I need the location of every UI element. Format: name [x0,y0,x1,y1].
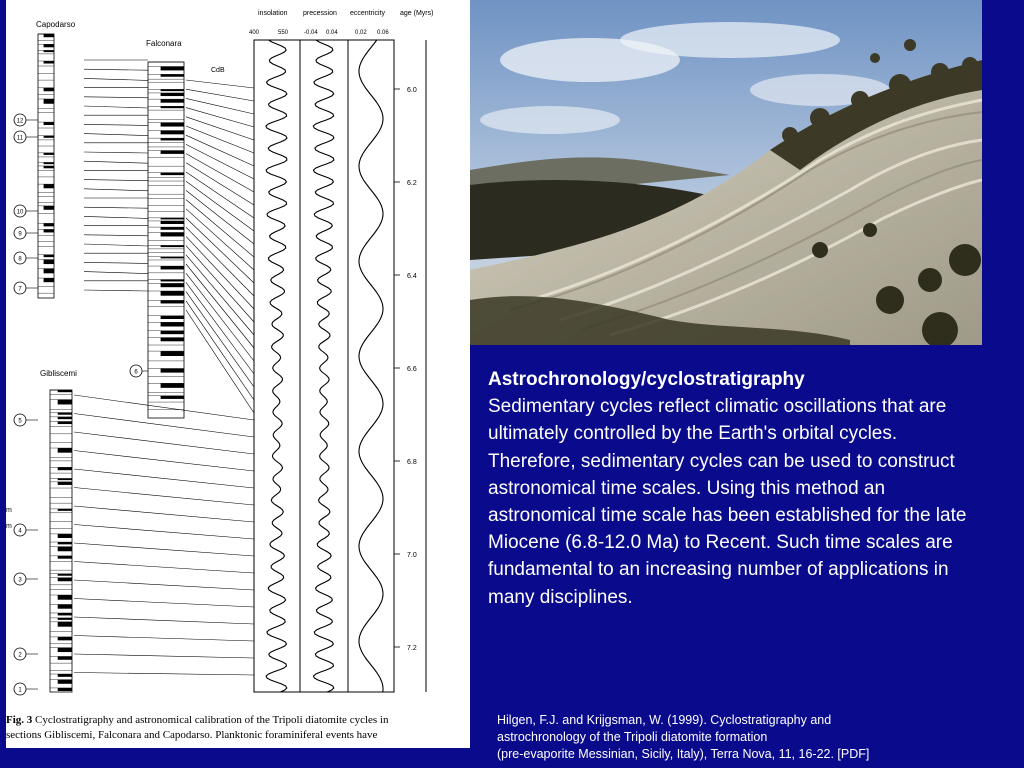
age-tick-label: 6.2 [407,180,417,187]
gibliscemi-bed [58,417,72,419]
scale-insolation-max: 550 [278,30,289,36]
correlation-line [186,89,254,101]
caption-line-2: sections Gibliscemi, Falconara and Capodarso. Planktonic foraminiferal events have [6,729,378,741]
capodarso-bed [44,162,54,164]
event-marker-label: 12 [16,118,24,125]
scale-ecc-max: 0.06 [377,30,389,36]
correlation-line [74,432,254,454]
gibliscemi-bed [58,413,72,415]
correlation-line [186,255,254,335]
correlation-line [186,310,254,413]
capodarso-bed [44,34,54,37]
correlation-line [74,488,254,506]
falconara-bed [161,93,184,96]
orbital-curves [266,40,383,692]
falconara-bed [161,266,184,269]
falconara-bed [161,396,184,399]
gibliscemi-bed [58,604,72,608]
event-marker-label: 8 [18,256,22,263]
correlation-line [74,636,254,642]
age-tick-label: 6.8 [407,459,417,466]
figure-drawing [6,0,470,748]
gibliscemi-bed [58,674,72,677]
header-age: age (Myrs) [400,10,434,17]
header-insolation: insolation [258,10,288,17]
correlation-line [74,599,254,608]
event-marker-label: 6 [134,369,138,376]
falconara-bed [161,383,184,388]
age-tick-label: 7.2 [407,645,417,652]
gibliscemi-bed [58,542,72,544]
capodarso-bed [44,88,54,91]
eccentricity-curve [359,40,383,692]
falconara-bed [161,351,184,356]
gibliscemi-bed [58,680,72,684]
scale-precession-max: 0.04 [326,30,338,36]
falconara-bed [161,232,184,236]
gibliscemi-bed [58,448,72,453]
correlation-line [74,506,254,522]
capodarso-bed [44,260,54,265]
event-marker-label: 11 [16,135,24,142]
correlation-line [186,301,254,400]
falconara-bed [161,300,184,303]
header-eccentricity: eccentricity [350,10,386,17]
falconara-bed [161,291,184,296]
insolation-curve [266,40,287,692]
falconara-bed [161,218,184,220]
event-marker-label: 2 [18,652,22,659]
falconara-bed [161,331,184,334]
correlation-line [84,134,148,136]
falconara-bed [161,227,184,230]
correlation-line [186,236,254,309]
correlation-line [186,246,254,322]
capodarso-bed [44,44,54,47]
scale-precession-min: -0.04 [304,30,318,36]
gibliscemi-bed [58,556,72,559]
falconara-bed [161,123,184,127]
capodarso-bed [44,122,54,125]
eccentricity-frame [348,40,394,692]
age-tick-label: 6.6 [407,366,417,373]
main-paragraph-2: Therefore, sedimentary cycles can be used to construct astronomical time scales. Using this method an astronomical time scale has been established for the late Miocene (6.8-12.0 Ma) to Recent. Such time scales are [488,450,967,554]
correlation-line [186,218,254,283]
main-paragraph-3: fundamental to an increasing number of applications in many disciplines. [488,559,949,608]
correlation-line [186,273,254,361]
gibliscemi-bed [58,421,72,424]
main-text-block [488,366,968,611]
correlation-line [186,209,254,270]
gibliscemi-bed [58,613,72,615]
capodarso-bed [44,255,54,257]
correlation-line [186,181,254,231]
gibliscemi-bed [58,618,72,620]
event-markers [14,114,148,695]
gibliscemi-bed [58,637,72,640]
falconara-bed [161,280,184,282]
falconara-bed [161,316,184,319]
falconara-bed [161,368,184,372]
landscape-illustration [470,0,982,345]
correlation-line [74,543,254,556]
gibliscemi-column [50,390,72,692]
correlation-line [186,172,254,218]
correlation-line [74,562,254,574]
gibliscemi-bed [58,390,72,392]
correlation-line [84,152,148,153]
correlation-line [186,98,254,114]
capodarso-bed [44,269,54,274]
capodarso-bed [44,99,54,104]
capodarso-bed [44,229,54,232]
correlation-line [84,207,148,208]
citation-line-3: (pre-evaporite Messinian, Sicily, Italy), Terra Nova, 11, 16-22. [PDF] [497,747,870,761]
correlation-line [84,180,148,181]
label-cdb: CdB [211,67,225,74]
capodarso-bed [44,278,54,282]
capodarso-bed [44,50,54,52]
age-tick-label: 6.0 [407,87,417,94]
correlation-line [74,525,254,540]
gibliscemi-bed [58,400,72,405]
correlation-line [186,154,254,192]
gibliscemi-frame [50,390,72,692]
age-tick-label: 6.4 [407,273,417,280]
falconara-bed [161,338,184,342]
correlation-line [186,200,254,257]
event-marker-label: 5 [18,418,22,425]
caption-label: Fig. 3 [6,714,33,726]
outcrop-photo [470,0,982,345]
falconara-bed [161,138,184,140]
main-heading: Astrochronology/cyclostratigraphy [488,369,805,390]
gibliscemi-bed [58,656,72,659]
correlation-line [84,97,148,98]
correlation-line [84,161,148,163]
gibliscemi-bed [58,595,72,600]
event-marker-label: 10 [16,209,24,216]
correlation-line [84,78,148,80]
correlation-line [84,244,148,246]
event-marker-label: 1 [18,687,22,694]
label-gibliscemi: Gibliscemi [40,369,77,378]
correlation-line [186,117,254,140]
correlation-line [74,673,254,676]
capodarso-bed [44,61,54,63]
correlation-line [84,272,148,274]
gibliscemi-bed [58,478,72,480]
correlation-line [84,290,148,291]
correlation-line [186,108,254,127]
falconara-bed [161,221,184,224]
event-marker-label: 9 [18,231,22,238]
gibliscemi-bed [58,482,72,485]
caption-line-1: Cyclostratigraphy and astronomical calibration of the Tripoli diatomite cycles in [32,714,389,726]
correlation-line [74,580,254,590]
correlation-line [84,124,148,125]
gibliscemi-bed [58,547,72,552]
falconara-bed [161,74,184,76]
correlation-line [84,216,148,218]
age-ticks [394,87,417,652]
precession-curve [313,40,334,692]
capodarso-bed [44,166,54,168]
falconara-bed [161,131,184,135]
falconara-bed [161,106,184,108]
correlation-line [186,227,254,296]
event-marker-label: 7 [18,286,22,293]
falconara-bed [161,283,184,287]
gibliscemi-bed [58,622,72,627]
falconara-bed [161,89,184,91]
correlation-line [84,106,148,108]
falconara-bed [161,322,184,326]
main-paragraph-1: Sedimentary cycles reflect climatic oscillations that are ultimately controlled by the Earth's orbital cycles. [488,396,947,445]
gibliscemi-bed [58,578,72,582]
gibliscemi-bed [58,467,72,470]
label-capodarso: Capodarso [36,20,76,29]
side-letter-2: m [6,523,12,530]
falconara-frame [148,62,184,418]
correlation-line [74,469,254,488]
correlation-line [84,189,148,191]
cyclostratigraphy-figure [6,0,470,748]
scale-ecc-min: 0.02 [355,30,367,36]
falconara-column [148,62,184,418]
citation-line-1: Hilgen, F.J. and Krijgsman, W. (1999). Cyclostratigraphy and [497,713,832,727]
capodarso-bed [44,153,54,155]
falconara-bed [161,99,184,103]
correlation-line [84,69,148,70]
correlation-line [186,282,254,374]
capodarso-bed [44,184,54,188]
correlation-line [84,262,148,263]
gibliscemi-bed [58,648,72,652]
citation-line-2: astrochronology of the Tripoli diatomite formation [497,730,768,744]
capodarso-bed [44,223,54,226]
event-marker-label: 3 [18,577,22,584]
label-falconara: Falconara [146,39,182,48]
gibliscemi-bed [58,574,72,576]
age-tick-label: 7.0 [407,552,417,559]
gibliscemi-bed [58,534,72,538]
correlation-line [84,235,148,236]
falconara-bed [161,257,184,259]
scale-insolation-min: 400 [249,30,260,36]
correlation-line [186,80,254,88]
correlation-line [74,451,254,472]
figure-caption [6,713,470,743]
capodarso-bed [44,136,54,138]
gibliscemi-bed [58,509,72,511]
correlation-line [74,654,254,658]
event-marker-label: 4 [18,528,22,535]
falconara-bed [161,67,184,71]
gibliscemi-bed [58,688,72,691]
falconara-bed [161,173,184,175]
header-precession: precession [303,10,337,17]
falconara-bed [161,151,184,154]
correlation-line [74,617,254,624]
capodarso-column [38,34,54,298]
capodarso-bed [44,206,54,210]
citation-block [497,712,997,763]
falconara-bed [161,245,184,247]
side-letter-1: m [6,507,12,514]
